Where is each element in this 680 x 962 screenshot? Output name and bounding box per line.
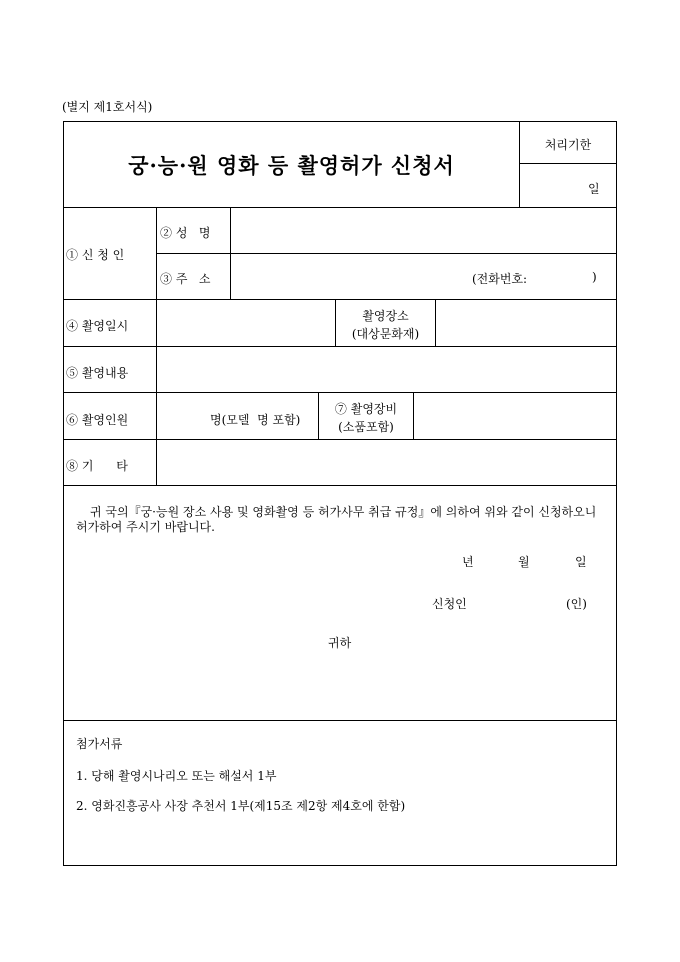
attachments-title: 첨가서류	[76, 737, 123, 751]
border-processing-left	[519, 121, 520, 208]
date-day: 일	[575, 555, 587, 569]
address-label: ③ 주 소	[160, 272, 211, 286]
border-name-bottom	[157, 253, 617, 254]
name-label: ② 성 명	[160, 226, 211, 240]
shoot-place-sublabel: (대상문화재)	[351, 327, 420, 341]
border-crew-bottom	[63, 439, 617, 440]
shoot-content-field[interactable]	[158, 348, 615, 391]
phone-close-paren: )	[592, 270, 597, 284]
equipment-label: ⑦ 촬영장비	[334, 402, 398, 416]
phone-label: (전화번호:	[472, 272, 528, 286]
shoot-place-label: 촬영장소	[362, 309, 409, 323]
border-bottom	[63, 865, 617, 866]
etc-field[interactable]	[158, 441, 615, 484]
border-place-right	[435, 299, 436, 347]
border-right	[616, 121, 617, 866]
etc-label: ⑧ 기 타	[66, 459, 128, 473]
shoot-content-label: ⑤ 촬영내용	[66, 366, 129, 380]
form-number-label: (별지 제1호서식)	[62, 100, 153, 114]
signature-seal: (인)	[566, 597, 587, 611]
processing-deadline-unit: 일	[588, 182, 600, 196]
border-left	[63, 121, 64, 866]
shoot-place-field[interactable]	[437, 301, 615, 345]
applicant-label: ① 신 청 인	[66, 248, 125, 262]
shoot-datetime-label: ④ 촬영일시	[66, 319, 129, 333]
crew-label: ⑥ 촬영인원	[66, 413, 129, 427]
border-sublabel-column	[230, 207, 231, 300]
processing-deadline-label: 처리기한	[544, 138, 592, 152]
name-field[interactable]	[232, 209, 615, 252]
addressee: 귀하	[328, 636, 352, 650]
border-applicant-bottom	[63, 299, 617, 300]
border-equip-right	[413, 392, 414, 440]
border-content-bottom	[63, 392, 617, 393]
address-field[interactable]	[232, 255, 468, 298]
equipment-sublabel: (소품포함)	[338, 420, 394, 434]
crew-count-text: 명(모델 명 포함)	[210, 413, 301, 427]
border-etc-bottom	[63, 485, 617, 486]
equipment-field[interactable]	[415, 394, 615, 438]
attachment-item-2: 2. 영화진흥공사 사장 추천서 1부(제15조 제2항 제4호에 한함)	[76, 799, 406, 813]
shoot-datetime-field[interactable]	[158, 301, 334, 345]
border-processing-mid	[519, 163, 617, 164]
signature-label: 신청인	[432, 597, 467, 611]
date-year: 년	[462, 555, 474, 569]
border-statement-bottom	[63, 720, 617, 721]
border-label-column	[156, 207, 157, 486]
application-statement: 귀 국의『궁·능원 장소 사용 및 영화촬영 등 허가사무 취급 규정』에 의하여 위와 같이 신청하오니 허가하여 주시기 바랍니다.	[76, 505, 597, 534]
date-month: 월	[518, 555, 530, 569]
attachment-item-1: 1. 당해 촬영시나리오 또는 해설서 1부	[76, 769, 277, 783]
form-title: 궁·능·원 영화 등 촬영허가 신청서	[128, 153, 455, 178]
border-datetime-bottom	[63, 346, 617, 347]
